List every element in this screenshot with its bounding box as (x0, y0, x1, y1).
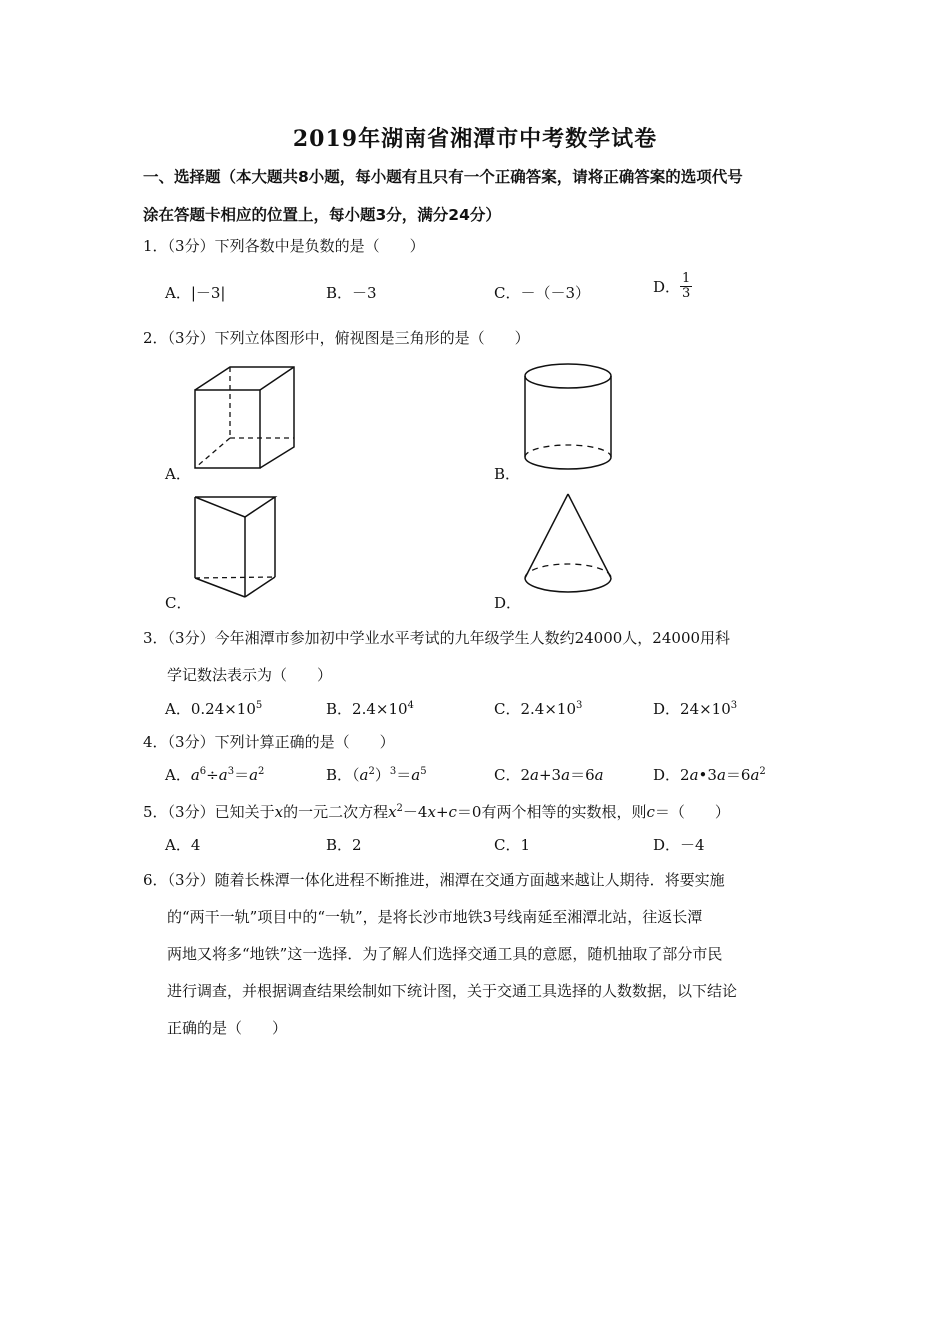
q6-stem-line5: 正确的是（ ） (167, 1019, 288, 1037)
section-heading-line1: 一、选择题（本大题共8小题，每小题有且只有一个正确答案，请将正确答案的选项代号 (143, 168, 743, 186)
q6-stem-line1: 6．（3分）随着长株潭一体化进程不断推进，湘潭在交通方面越来越让人期待．将要实施 (143, 871, 725, 889)
q6-stem-line2: 的“两干一轨”项目中的“一轨”，是将长沙市地铁3号线南延至湘潭北站，往返长潭 (167, 908, 703, 926)
q4-option-d: D．$2a•3a=6a^2$ (653, 766, 766, 784)
q1-option-d (653, 272, 692, 301)
q4-option-d-label: D． (653, 766, 681, 784)
q3-option-d-exp: 3 (730, 700, 738, 711)
q4-option-c-label: C． (494, 766, 521, 784)
q5-stem-end: ＝（ ） (654, 803, 730, 821)
q4-option-c: C．2a+3a＝6a (494, 766, 604, 784)
q4-stem: 4．（3分）下列计算正确的是（ ） (143, 733, 395, 751)
q1-option-a: A．|－3| (165, 284, 226, 302)
q4-option-a-label: A． (165, 766, 191, 784)
q2-option-b: B． (494, 465, 521, 483)
q3-stem-line2: 学记数法表示为（ ） (167, 666, 333, 684)
q1-option-c: C．－（－3） (494, 284, 591, 302)
q4-option-a: A．$a^6\div a^3=a^2$ (165, 766, 265, 784)
section-heading-line2: 涂在答题卡相应的位置上，每小题3分，满分24分） (143, 206, 501, 224)
q5-option-a: A．4 (165, 836, 201, 854)
q4-option-b: B．$(a^2)^3=a^5$ (326, 766, 427, 784)
q5-option-c: C．1 (494, 836, 531, 854)
q6-stem-line4: 进行调查，并根据调查结果绘制如下统计图，关于交通工具选择的人数数据，以下结论 (167, 982, 738, 1000)
fraction (680, 272, 692, 301)
q5-stem-pre: 5．（3分）已知关于 (143, 803, 275, 821)
q3-option-b (326, 698, 414, 719)
q1-option-d-label: D． (653, 278, 681, 296)
q3-option-c-exp: 3 (576, 700, 583, 711)
cube-figure (190, 362, 300, 472)
q2-option-a: A． (165, 465, 191, 483)
q3-option-a-exp: 5 (255, 700, 263, 711)
fraction-denominator: 3 (682, 286, 691, 301)
q3-option-a (165, 698, 262, 719)
q1-option-b: B．－3 (326, 284, 377, 302)
cylinder-figure (520, 360, 616, 475)
q3-option-c-base: C．2.4×10 (494, 700, 576, 718)
fraction-numerator: 1 (682, 271, 691, 286)
q5-option-d: D．－4 (653, 836, 705, 854)
q3-stem-line1: 3．（3分）今年湘潭市参加初中学业水平考试的九年级学生人数约24000人，24000用科 (143, 629, 731, 647)
q2-stem: 2．（3分）下列立体图形中，俯视图是三角形的是（ ） (143, 329, 530, 347)
q5-stem-post: 有两个相等的实数根，则 (481, 803, 647, 821)
q1-stem: 1．（3分）下列各数中是负数的是（ ） (143, 237, 425, 255)
triangular-prism-figure (190, 492, 280, 602)
q3-option-b-exp: 4 (407, 700, 414, 711)
q3-option-d-base: D．24×10 (653, 700, 731, 718)
q3-option-c (494, 698, 582, 719)
q3-option-b-base: B．2.4×10 (326, 700, 408, 718)
q5-stem: 5．（3分）已知关于x的一元二次方程$x^2-4x+c=0$有两个相等的实数根，则c＝（ ） (143, 803, 730, 821)
q4-option-b-label: B． (326, 766, 353, 784)
cone-figure (520, 490, 616, 600)
q3-option-d (653, 698, 737, 719)
q6-stem-line3: 两地又将多“地铁”这一选择．为了解人们选择交通工具的意愿，随机抽取了部分市民 (167, 945, 723, 963)
page-title: 2019年湖南省湘潭市中考数学试卷 (292, 126, 658, 152)
q3-option-a-base: A．0.24×10 (165, 700, 256, 718)
q2-option-c: C． (165, 594, 192, 612)
q5-option-b: B．2 (326, 836, 362, 854)
q2-option-d: D． (494, 594, 522, 612)
q5-stem-mid: 的一元二次方程 (283, 803, 389, 821)
